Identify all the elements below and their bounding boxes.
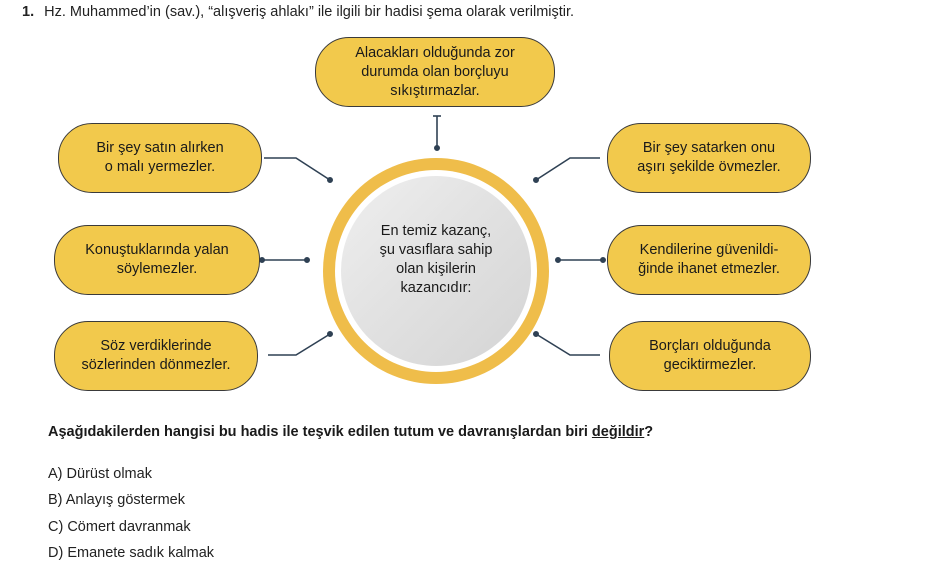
pill-top: Alacakları olduğunda zor durumda olan borçluyu sıkıştırmazlar. [315, 37, 555, 107]
question-prompt-emphasis: değildir [591, 424, 645, 440]
pill-left-3: Söz verdiklerinde sözlerinden dönmezler. [54, 321, 258, 391]
question-intro: Hz. Muhammed’in (sav.), “alışveriş ahlakı” ile ilgili bir hadisi şema olarak verilmiştir. [44, 4, 575, 20]
option-a[interactable]: A) Dürüst olmak [48, 466, 152, 482]
connector-top [433, 116, 441, 150]
connector-left-3 [268, 332, 332, 355]
question-prompt [48, 424, 653, 440]
pill-right-2: Kendilerine güvenildi- ğinde ihanet etmezler. [607, 225, 811, 295]
connector-left-1 [264, 158, 332, 182]
option-b[interactable]: B) Anlayış göstermek [48, 492, 185, 508]
question-prompt-end: ? [644, 424, 654, 440]
pill-right-1: Bir şey satarken onu aşırı şekilde övmezler. [607, 123, 811, 193]
option-d[interactable]: D) Emanete sadık kalmak [48, 545, 215, 561]
pill-right-3: Borçları olduğunda geciktirmezler. [609, 321, 811, 391]
question-prompt-text: Aşağıdakilerden hangisi bu hadis ile teşvik edilen tutum ve davranışlardan biri [48, 424, 592, 440]
pill-left-2: Konuştuklarında yalan söylemezler. [54, 225, 260, 295]
pill-left-1: Bir şey satın alırken o malı yermezler. [58, 123, 262, 193]
question-number: 1. [22, 4, 35, 20]
connector-left-2 [260, 258, 309, 262]
center-circle-text: En temiz kazanç, şu vasıflara sahip olan kişilerin kazancıdır: [379, 223, 493, 296]
option-c[interactable]: C) Cömert davranmak [48, 519, 191, 535]
connector-right-3 [534, 332, 600, 355]
connector-right-2 [556, 258, 605, 262]
connector-right-1 [534, 158, 600, 182]
